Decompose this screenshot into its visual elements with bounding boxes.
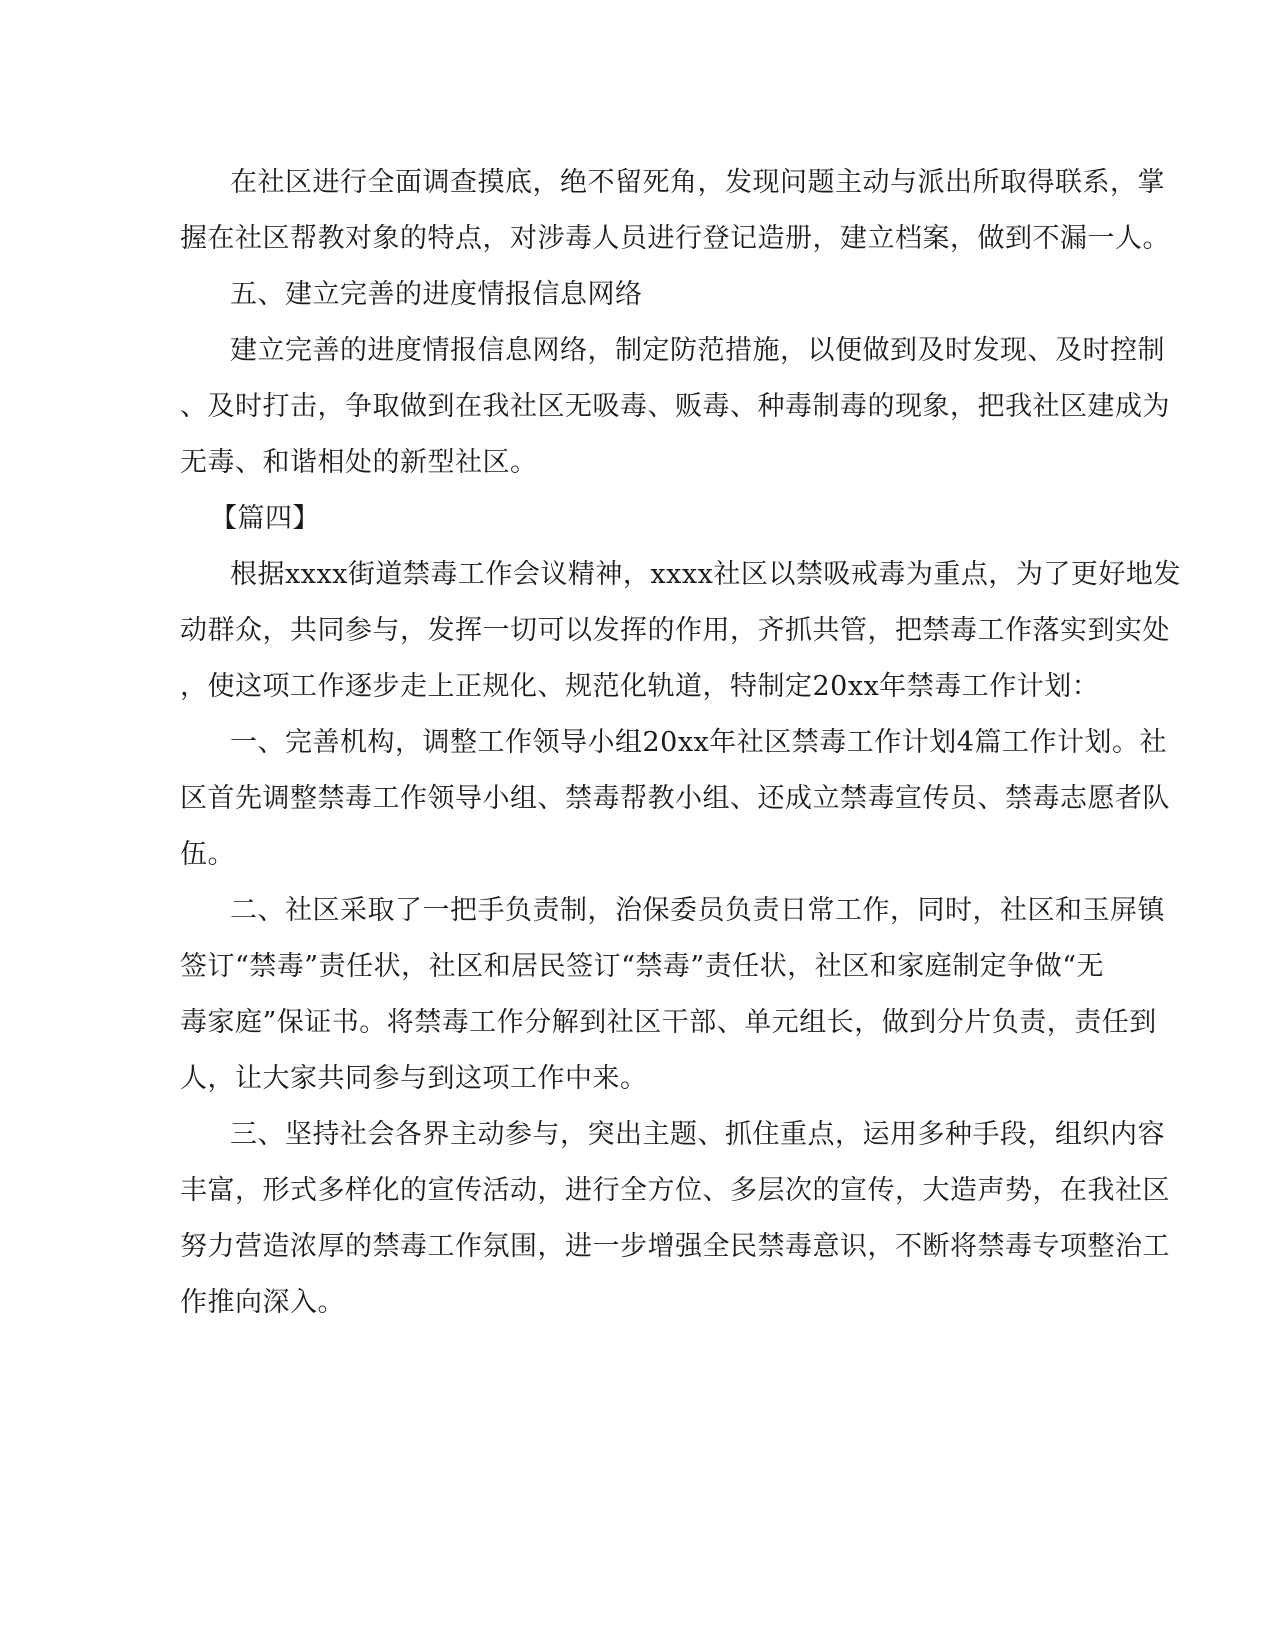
- section-heading-five: [180, 267, 1040, 323]
- paragraph-item-two: [180, 883, 1165, 1107]
- paragraph-intro: [180, 547, 1181, 715]
- text-line: ，使这项工作逐步走上正规化、规范化轨道，特制定20xx年禁毒工作计划：: [180, 671, 1100, 702]
- text-line: 毒家庭”保证书。将禁毒工作分解到社区干部、单元组长，做到分片负责，责任到: [180, 1007, 1157, 1038]
- text-line: 动群众，共同参与，发挥一切可以发挥的作用，齐抓共管，把禁毒工作落实到实处: [180, 615, 1170, 646]
- text-line: 根据xxxx街道禁毒工作会议精神，xxxx社区以禁吸戒毒为重点，为了更好地发: [230, 559, 1181, 590]
- text-line: 无毒、和谐相处的新型社区。: [180, 447, 538, 478]
- text-line: 作推向深入。: [180, 1287, 345, 1318]
- paragraph-item-one: [180, 715, 1170, 883]
- text-line: 【篇四】: [210, 503, 320, 534]
- text-line: 、及时打击，争取做到在我社区无吸毒、贩毒、种毒制毒的现象，把我社区建成为: [180, 391, 1170, 422]
- document-page: [180, 155, 1181, 1331]
- text-line: 三、坚持社会各界主动参与，突出主题、抓住重点，运用多种手段，组织内容: [230, 1119, 1165, 1150]
- paragraph-network: [180, 323, 1170, 491]
- text-line: 在社区进行全面调查摸底，绝不留死角，发现问题主动与派出所取得联系，掌: [230, 167, 1165, 198]
- text-line: 握在社区帮教对象的特点，对涉毒人员进行登记造册，建立档案，做到不漏一人。: [180, 223, 1170, 254]
- text-line: 区首先调整禁毒工作领导小组、禁毒帮教小组、还成立禁毒宣传员、禁毒志愿者队: [180, 783, 1170, 814]
- text-line: 签订“禁毒”责任状，社区和居民签订“禁毒”责任状，社区和家庭制定争做“无: [180, 951, 1105, 982]
- text-line: 二、社区采取了一把手负责制，治保委员负责日常工作，同时，社区和玉屏镇: [230, 895, 1165, 926]
- text-line: 伍。: [180, 839, 235, 870]
- chapter-heading: [180, 491, 1040, 547]
- text-line: 五、建立完善的进度情报信息网络: [230, 279, 643, 310]
- paragraph-item-three: [180, 1107, 1170, 1331]
- text-line: 人，让大家共同参与到这项工作中来。: [180, 1063, 648, 1094]
- text-line: 建立完善的进度情报信息网络，制定防范措施，以便做到及时发现、及时控制: [230, 335, 1165, 366]
- text-line: 丰富，形式多样化的宣传活动，进行全方位、多层次的宣传，大造声势，在我社区: [180, 1175, 1170, 1206]
- text-line: 一、完善机构，调整工作领导小组20xx年社区禁毒工作计划4篇工作计划。社: [230, 727, 1167, 758]
- paragraph-survey: [180, 155, 1170, 267]
- text-line: 努力营造浓厚的禁毒工作氛围，进一步增强全民禁毒意识，不断将禁毒专项整治工: [180, 1231, 1170, 1262]
